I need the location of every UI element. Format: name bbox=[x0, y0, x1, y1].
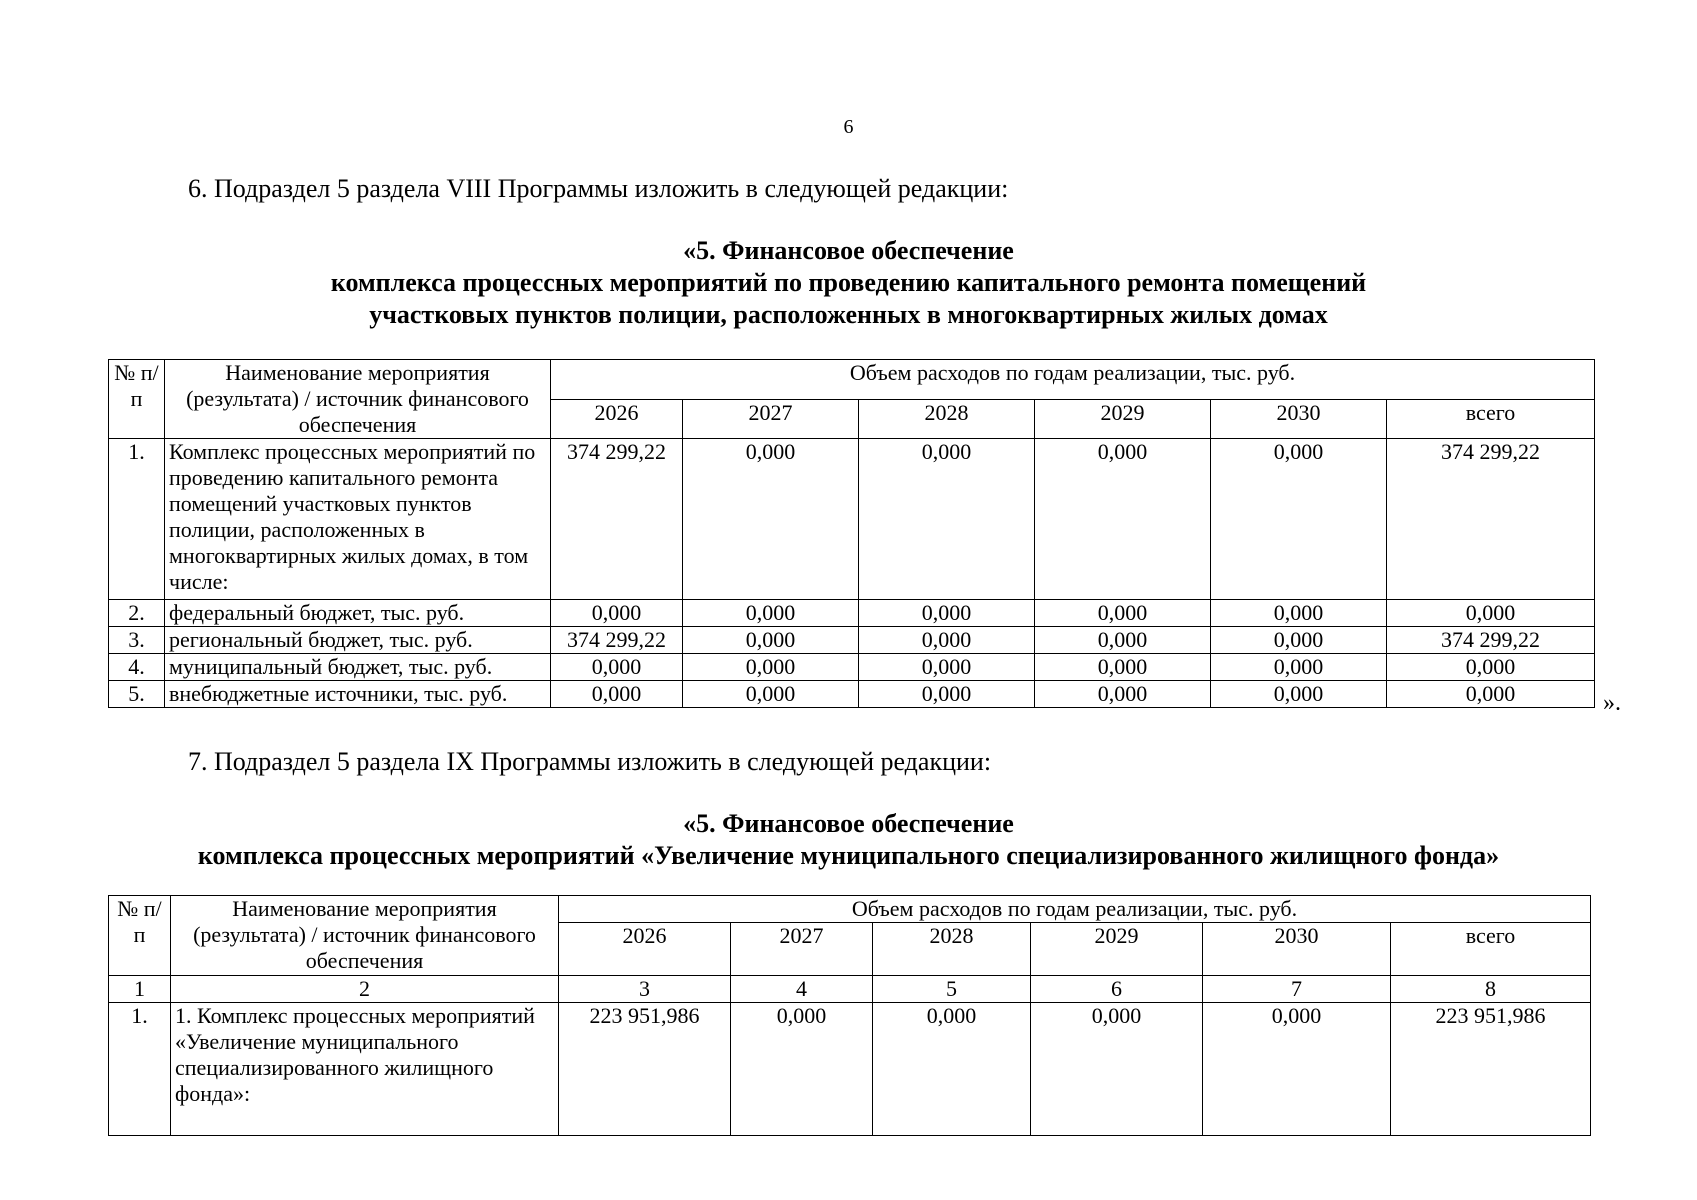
section7-finance-table bbox=[108, 895, 1591, 1136]
row-number: 1. bbox=[109, 439, 165, 600]
table-row bbox=[109, 600, 1595, 627]
row-name: внебюджетные источники, тыс. руб. bbox=[165, 681, 551, 708]
col-name-header: Наименование мероприятия (результата) / источник финансового обеспечения bbox=[171, 896, 559, 976]
table-row bbox=[109, 654, 1595, 681]
section6-heading-line2: комплекса процессных мероприятий по проведению капитального ремонта помещений bbox=[330, 268, 1367, 297]
row-value: 223 951,986 bbox=[559, 1003, 731, 1136]
row-value: 374 299,22 bbox=[551, 439, 683, 600]
row-value: 0,000 bbox=[859, 681, 1035, 708]
row-total: 223 951,986 bbox=[1391, 1003, 1591, 1136]
row-total: 374 299,22 bbox=[1387, 439, 1595, 600]
row-value: 0,000 bbox=[873, 1003, 1031, 1136]
column-number: 8 bbox=[1391, 976, 1591, 1003]
closing-quote: ». bbox=[1603, 690, 1621, 716]
row-total: 0,000 bbox=[1387, 681, 1595, 708]
row-number: 1. bbox=[109, 1003, 171, 1136]
year-header: 2026 bbox=[551, 399, 683, 439]
row-value: 0,000 bbox=[859, 627, 1035, 654]
row-value: 0,000 bbox=[1211, 681, 1387, 708]
section6-heading-line1: «5. Финансовое обеспечение bbox=[683, 236, 1014, 265]
col-group-header: Объем расходов по годам реализации, тыс. руб. bbox=[551, 360, 1595, 400]
column-number: 7 bbox=[1203, 976, 1391, 1003]
row-value: 0,000 bbox=[859, 600, 1035, 627]
row-total: 0,000 bbox=[1387, 600, 1595, 627]
row-value: 374 299,22 bbox=[551, 627, 683, 654]
column-number: 6 bbox=[1031, 976, 1203, 1003]
row-value: 0,000 bbox=[551, 654, 683, 681]
row-value: 0,000 bbox=[1035, 439, 1211, 600]
year-header: 2030 bbox=[1211, 399, 1387, 439]
section6-finance-table bbox=[108, 359, 1595, 708]
row-value: 0,000 bbox=[1211, 627, 1387, 654]
year-header: 2026 bbox=[559, 923, 731, 976]
row-value: 0,000 bbox=[683, 439, 859, 600]
row-value: 0,000 bbox=[1031, 1003, 1203, 1136]
row-value: 0,000 bbox=[859, 439, 1035, 600]
row-number: 5. bbox=[109, 681, 165, 708]
year-header: 2029 bbox=[1035, 399, 1211, 439]
row-number: 4. bbox=[109, 654, 165, 681]
total-header: всего bbox=[1387, 399, 1595, 439]
row-number: 2. bbox=[109, 600, 165, 627]
col-name-header: Наименование мероприятия (результата) / источник финансового обеспечения bbox=[165, 360, 551, 439]
row-name: федеральный бюджет, тыс. руб. bbox=[165, 600, 551, 627]
col-number-header: № п/п bbox=[109, 360, 165, 439]
row-value: 0,000 bbox=[683, 627, 859, 654]
row-value: 0,000 bbox=[1035, 600, 1211, 627]
section7-heading-line2: комплекса процессных мероприятий «Увеличение муниципального специализированного жилищного фонда» bbox=[197, 841, 1500, 870]
row-name: региональный бюджет, тыс. руб. bbox=[165, 627, 551, 654]
row-value: 0,000 bbox=[1211, 600, 1387, 627]
column-number: 1 bbox=[109, 976, 171, 1003]
table-row bbox=[109, 1003, 1591, 1136]
row-total: 0,000 bbox=[1387, 654, 1595, 681]
column-number: 4 bbox=[731, 976, 873, 1003]
row-value: 0,000 bbox=[551, 681, 683, 708]
page-number: 6 bbox=[843, 116, 854, 138]
year-header: 2029 bbox=[1031, 923, 1203, 976]
row-name: 1. Комплекс процессных мероприятий «Увеличение муниципального специализированного жилищного фонда»: bbox=[171, 1003, 559, 1136]
column-number: 5 bbox=[873, 976, 1031, 1003]
row-value: 0,000 bbox=[683, 681, 859, 708]
row-total: 374 299,22 bbox=[1387, 627, 1595, 654]
year-header: 2027 bbox=[683, 399, 859, 439]
row-name: Комплекс процессных мероприятий по проведению капитального ремонта помещений участковых пунктов полиции, расположенных в многоквартирных жилых домах, в том числе: bbox=[165, 439, 551, 600]
section7-heading bbox=[0, 808, 1697, 872]
table-row bbox=[109, 627, 1595, 654]
section7-paragraph: 7. Подраздел 5 раздела IX Программы изложить в следующей редакции: bbox=[188, 747, 992, 776]
row-number: 3. bbox=[109, 627, 165, 654]
section6-heading-line3: участковых пунктов полиции, расположенных в многоквартирных жилых домах bbox=[369, 300, 1328, 329]
column-number-row bbox=[109, 976, 1591, 1003]
row-value: 0,000 bbox=[731, 1003, 873, 1136]
row-value: 0,000 bbox=[683, 654, 859, 681]
row-name: муниципальный бюджет, тыс. руб. bbox=[165, 654, 551, 681]
row-value: 0,000 bbox=[1035, 681, 1211, 708]
column-number: 2 bbox=[171, 976, 559, 1003]
year-header: 2030 bbox=[1203, 923, 1391, 976]
row-value: 0,000 bbox=[1211, 439, 1387, 600]
year-header: 2028 bbox=[859, 399, 1035, 439]
section6-paragraph: 6. Подраздел 5 раздела VIII Программы изложить в следующей редакции: bbox=[188, 174, 1009, 203]
year-header: 2028 bbox=[873, 923, 1031, 976]
col-group-header: Объем расходов по годам реализации, тыс. руб. bbox=[559, 896, 1591, 923]
row-value: 0,000 bbox=[1203, 1003, 1391, 1136]
section7-heading-line1: «5. Финансовое обеспечение bbox=[683, 809, 1014, 838]
row-value: 0,000 bbox=[1035, 627, 1211, 654]
table-row bbox=[109, 439, 1595, 600]
row-value: 0,000 bbox=[859, 654, 1035, 681]
row-value: 0,000 bbox=[551, 600, 683, 627]
section6-heading bbox=[0, 235, 1697, 331]
row-value: 0,000 bbox=[1211, 654, 1387, 681]
row-value: 0,000 bbox=[1035, 654, 1211, 681]
row-value: 0,000 bbox=[683, 600, 859, 627]
column-number: 3 bbox=[559, 976, 731, 1003]
total-header: всего bbox=[1391, 923, 1591, 976]
col-number-header: № п/п bbox=[109, 896, 171, 976]
table-row bbox=[109, 681, 1595, 708]
year-header: 2027 bbox=[731, 923, 873, 976]
